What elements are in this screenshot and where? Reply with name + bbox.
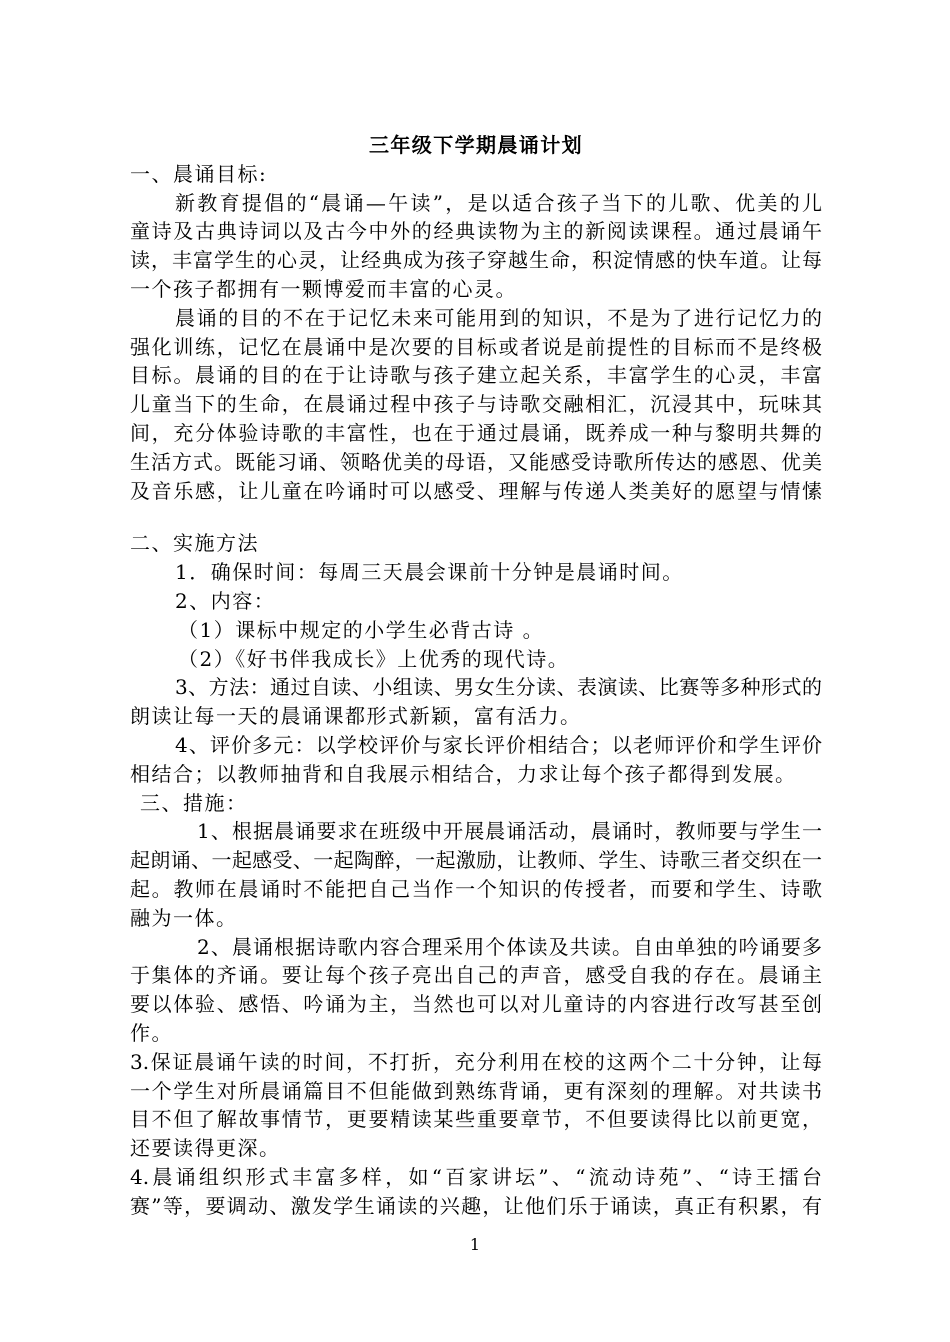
list-item bbox=[130, 673, 822, 731]
text-line: 于集体的齐诵。要让每个孩子亮出自己的声音，感受自我的存在。晨诵主 bbox=[130, 963, 822, 988]
text-line: 强化训练，记忆在晨诵中是次要的目标或者说是前提性的目标而不是终极 bbox=[130, 334, 822, 359]
section-goals bbox=[130, 160, 822, 506]
section-heading: 三、措施： bbox=[140, 790, 248, 815]
text-line: 4.晨诵组织形式丰富多样，如“百家讲坛”、“流动诗苑”、“诗王擂台 bbox=[130, 1164, 822, 1189]
text-line: 目标。晨诵的目的在于让诗歌与孩子建立起关系，丰富学生的心灵，丰富 bbox=[130, 363, 822, 388]
text-line: 生活方式。既能习诵、领略优美的母语，又能感受诗歌所传达的感恩、优美 bbox=[130, 449, 822, 474]
text-line: 间，充分体验诗歌的丰富性，也在于通过晨诵，既养成一种与黎明共舞的 bbox=[130, 420, 822, 445]
text-line: 晨诵的目的不在于记忆未来可能用到的知识，不是为了进行记忆力的 bbox=[175, 305, 822, 330]
text-line: 起朗诵、一起感受、一起陶醉，一起激励，让教师、学生、诗歌三者交织在一 bbox=[130, 848, 822, 873]
list-item bbox=[130, 731, 822, 789]
text-line: 3、方法：通过自读、小组读、男女生分读、表演读、比赛等多种形式的 bbox=[175, 675, 822, 700]
text-line: 4、评价多元：以学校评价与家长评价相结合；以老师评价和学生评价 bbox=[175, 732, 822, 757]
paragraph bbox=[130, 817, 822, 932]
text-line: 要以体验、感悟、吟诵为主，当然也可以对儿童诗的内容进行改写甚至创 bbox=[130, 992, 822, 1017]
section-measures bbox=[130, 789, 822, 1221]
document-page bbox=[130, 131, 822, 1220]
document-title: 三年级下学期晨诵计划 bbox=[369, 133, 583, 157]
text-line: 起。教师在晨诵时不能把自己当作一个知识的传授者，而要和学生、诗歌 bbox=[130, 876, 822, 901]
text-line: 及音乐感，让儿童在吟诵时可以感受、理解与传递人类美好的愿望与情愫 bbox=[130, 478, 822, 503]
paragraph bbox=[130, 1163, 822, 1221]
text-line: 童诗及古典诗词以及古今中外的经典读物为主的新阅读课程。通过晨诵午 bbox=[130, 219, 822, 244]
sub-item: （1）课标中规定的小学生必背古诗 。 bbox=[178, 617, 545, 642]
sub-item: （2）《好书伴我成长》上优秀的现代诗。 bbox=[178, 646, 570, 671]
section-heading: 二、实施方法 bbox=[130, 531, 259, 556]
text-line: 融为一体。 bbox=[130, 905, 238, 930]
text-line: 2、晨诵根据诗歌内容合理采用个体读及共读。自由单独的吟诵要多 bbox=[197, 934, 822, 959]
text-line: 赛”等，要调动、激发学生诵读的兴趣，让他们乐于诵读，真正有积累，有 bbox=[130, 1193, 822, 1218]
blank-line bbox=[130, 505, 822, 529]
text-line: 一个孩子都拥有一颗博爱而丰富的心灵。 bbox=[130, 276, 517, 301]
paragraph bbox=[130, 1048, 822, 1163]
page-number: 1 bbox=[469, 1235, 481, 1254]
section-heading: 一、晨诵目标: bbox=[130, 161, 268, 186]
text-line: 还要读得更深。 bbox=[130, 1136, 281, 1161]
section-methods bbox=[130, 529, 822, 788]
paragraph bbox=[130, 933, 822, 1048]
text-line: 朗读让每一天的晨诵课都形式新颖，富有活力。 bbox=[130, 704, 582, 729]
text-line: 1、根据晨诵要求在班级中开展晨诵活动，晨诵时，教师要与学生一 bbox=[197, 819, 822, 844]
text-line: 3.保证晨诵午读的时间，不打折，充分利用在校的这两个二十分钟，让每 bbox=[130, 1049, 822, 1074]
text-line: 一个学生对所晨诵篇目不但能做到熟练背诵，更有深刻的理解。对共读书 bbox=[130, 1078, 822, 1103]
list-item: 1．确保时间：每周三天晨会课前十分钟是晨诵时间。 bbox=[175, 560, 684, 585]
paragraph bbox=[130, 189, 822, 304]
text-line: 新教育提倡的“晨诵—午读”，是以适合孩子当下的儿歌、优美的儿 bbox=[175, 190, 822, 215]
paragraph bbox=[130, 304, 822, 506]
text-line: 儿童当下的生命，在晨诵过程中孩子与诗歌交融相汇，沉浸其中，玩味其 bbox=[130, 392, 822, 417]
list-item: 2、内容： bbox=[175, 588, 276, 613]
text-line: 目不但了解故事情节，更要精读某些重要章节，不但要读得比以前更宽， bbox=[130, 1107, 822, 1132]
text-line: 相结合；以教师抽背和自我展示相结合，力求让每个孩子都得到发展。 bbox=[130, 761, 797, 786]
text-line: 作。 bbox=[130, 1020, 173, 1045]
text-line: 读，丰富学生的心灵，让经典成为孩子穿越生命，积淀情感的快车道。让每 bbox=[130, 248, 822, 273]
